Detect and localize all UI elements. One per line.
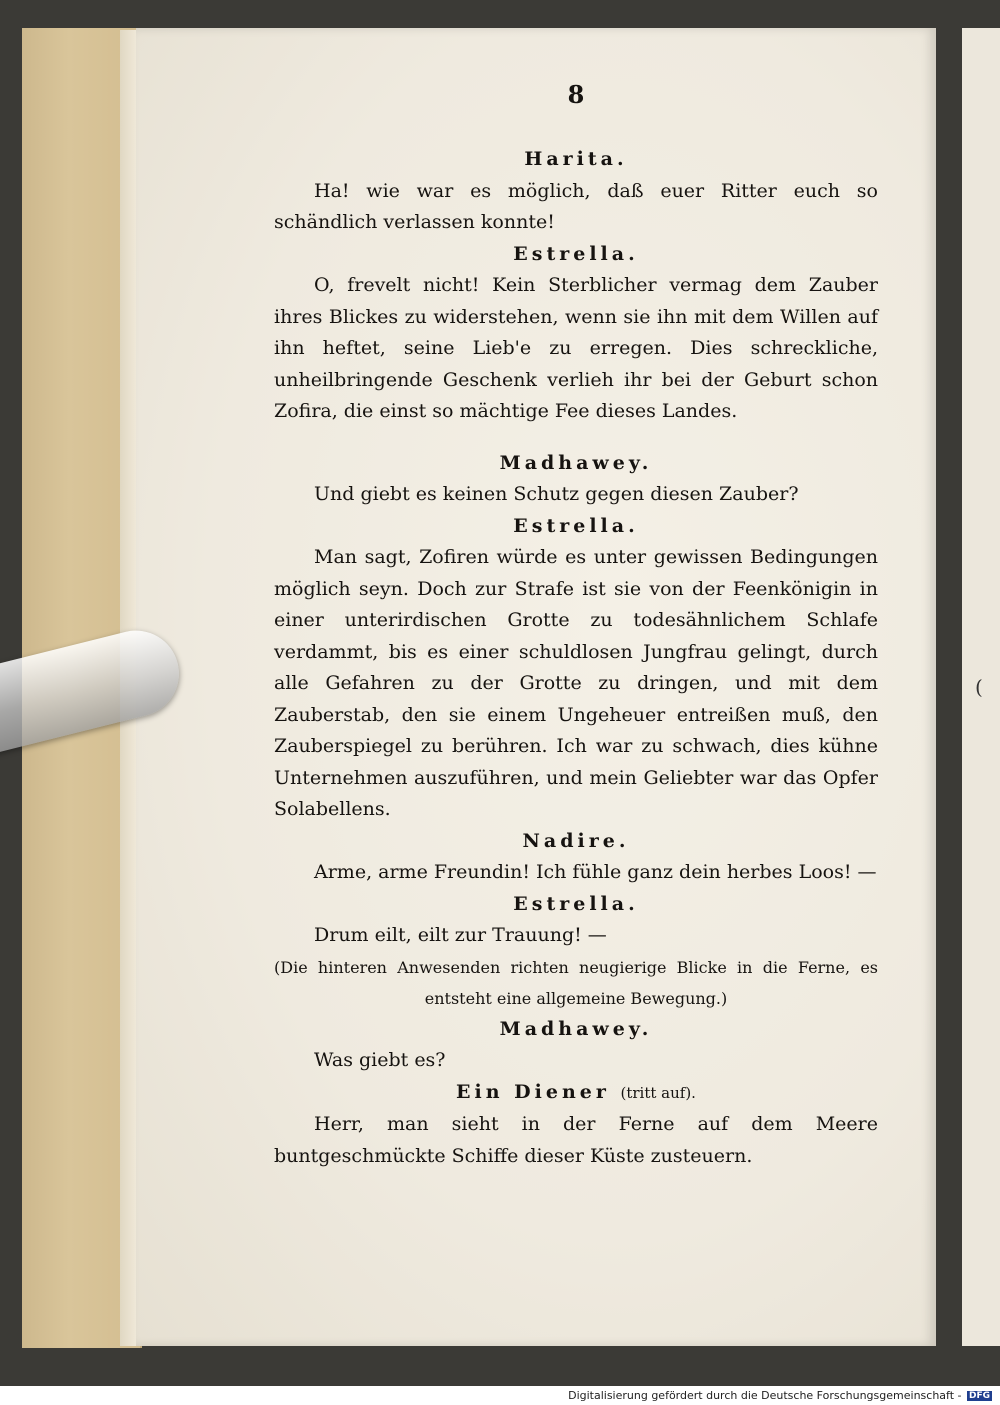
speech-line: Drum eilt, eilt zur Trauung! — bbox=[314, 924, 607, 946]
speech-line: Ha! wie war es möglich, daß euer Ritter euch so schändlich verlassen konnte! bbox=[274, 179, 878, 233]
speech-line: Arme, arme Freundin! Ich fühle ganz dein herbes Loos! — bbox=[314, 861, 877, 883]
dfg-logo: DFG bbox=[968, 1391, 990, 1401]
speaker-name: Harita. bbox=[524, 148, 628, 170]
page-number: 8 bbox=[567, 80, 585, 109]
speaker-name bbox=[274, 1077, 878, 1110]
speech-line: Und giebt es keinen Schutz gegen diesen Zauber? bbox=[314, 483, 799, 505]
speaker-name: Nadire. bbox=[522, 829, 630, 852]
speech-line: Man sagt, Zofiren würde es unter gewissen Bedingungen möglich seyn. Doch zur Strafe ist sie von der Feenkönigin in einer unterirdischen Grotte zu todesähnlichem Schlafe verdammt, bis es einer schuldlosen Jungfrau gelingt, durch alle Gefahren zu der Grotte zu dringen, und mit dem Zauberstab, den sie einem Ungeheuer entreißen muß, den Zauberspiegel zu berühren. Ich war zu schwach, dies kühne Unternehmen auszuführen, und mein Geliebter war das Opfer Solabellens. bbox=[274, 546, 878, 820]
digitization-credit bbox=[568, 1389, 992, 1402]
speaker-name: Estrella. bbox=[513, 892, 639, 915]
speaker-name: Madhawey. bbox=[499, 1017, 653, 1040]
bleed-through-glyph: ( bbox=[975, 675, 983, 699]
speech-line: O, frevelt nicht! Kein Sterblicher vermag dem Zauber ihres Blickes zu widerstehen, wenn sie ihn mit dem Willen auf ihn heftet, seine Lieb'e zu erregen. Dies schreckliche, unheilbringende Geschenk verlieh ihr bei der Geburt schon Zofira, die einst so mächtige Fee dieses Landes. bbox=[274, 274, 878, 422]
stage-aside: (tritt auf). bbox=[620, 1083, 696, 1102]
speech-line: Was giebt es? bbox=[314, 1049, 446, 1071]
page-text bbox=[274, 80, 878, 1172]
speech-line: Herr, man sieht in der Ferne auf dem Meere buntgeschmückte Schiffe dieser Küste zusteuern. bbox=[274, 1113, 878, 1167]
stage-direction: (Die hinteren Anwesenden richten neugierige Blicke in die Ferne, es entsteht eine allgemeine Bewegung.) bbox=[274, 957, 878, 1008]
speaker-name: Estrella. bbox=[513, 514, 639, 537]
speaker-name: Estrella. bbox=[513, 242, 639, 265]
credit-text: Digitalisierung gefördert durch die Deutsche Forschungsgemeinschaft - bbox=[568, 1389, 962, 1402]
speaker-name-text: Ein Diener bbox=[456, 1080, 610, 1103]
speaker-name: Madhawey. bbox=[499, 451, 653, 474]
